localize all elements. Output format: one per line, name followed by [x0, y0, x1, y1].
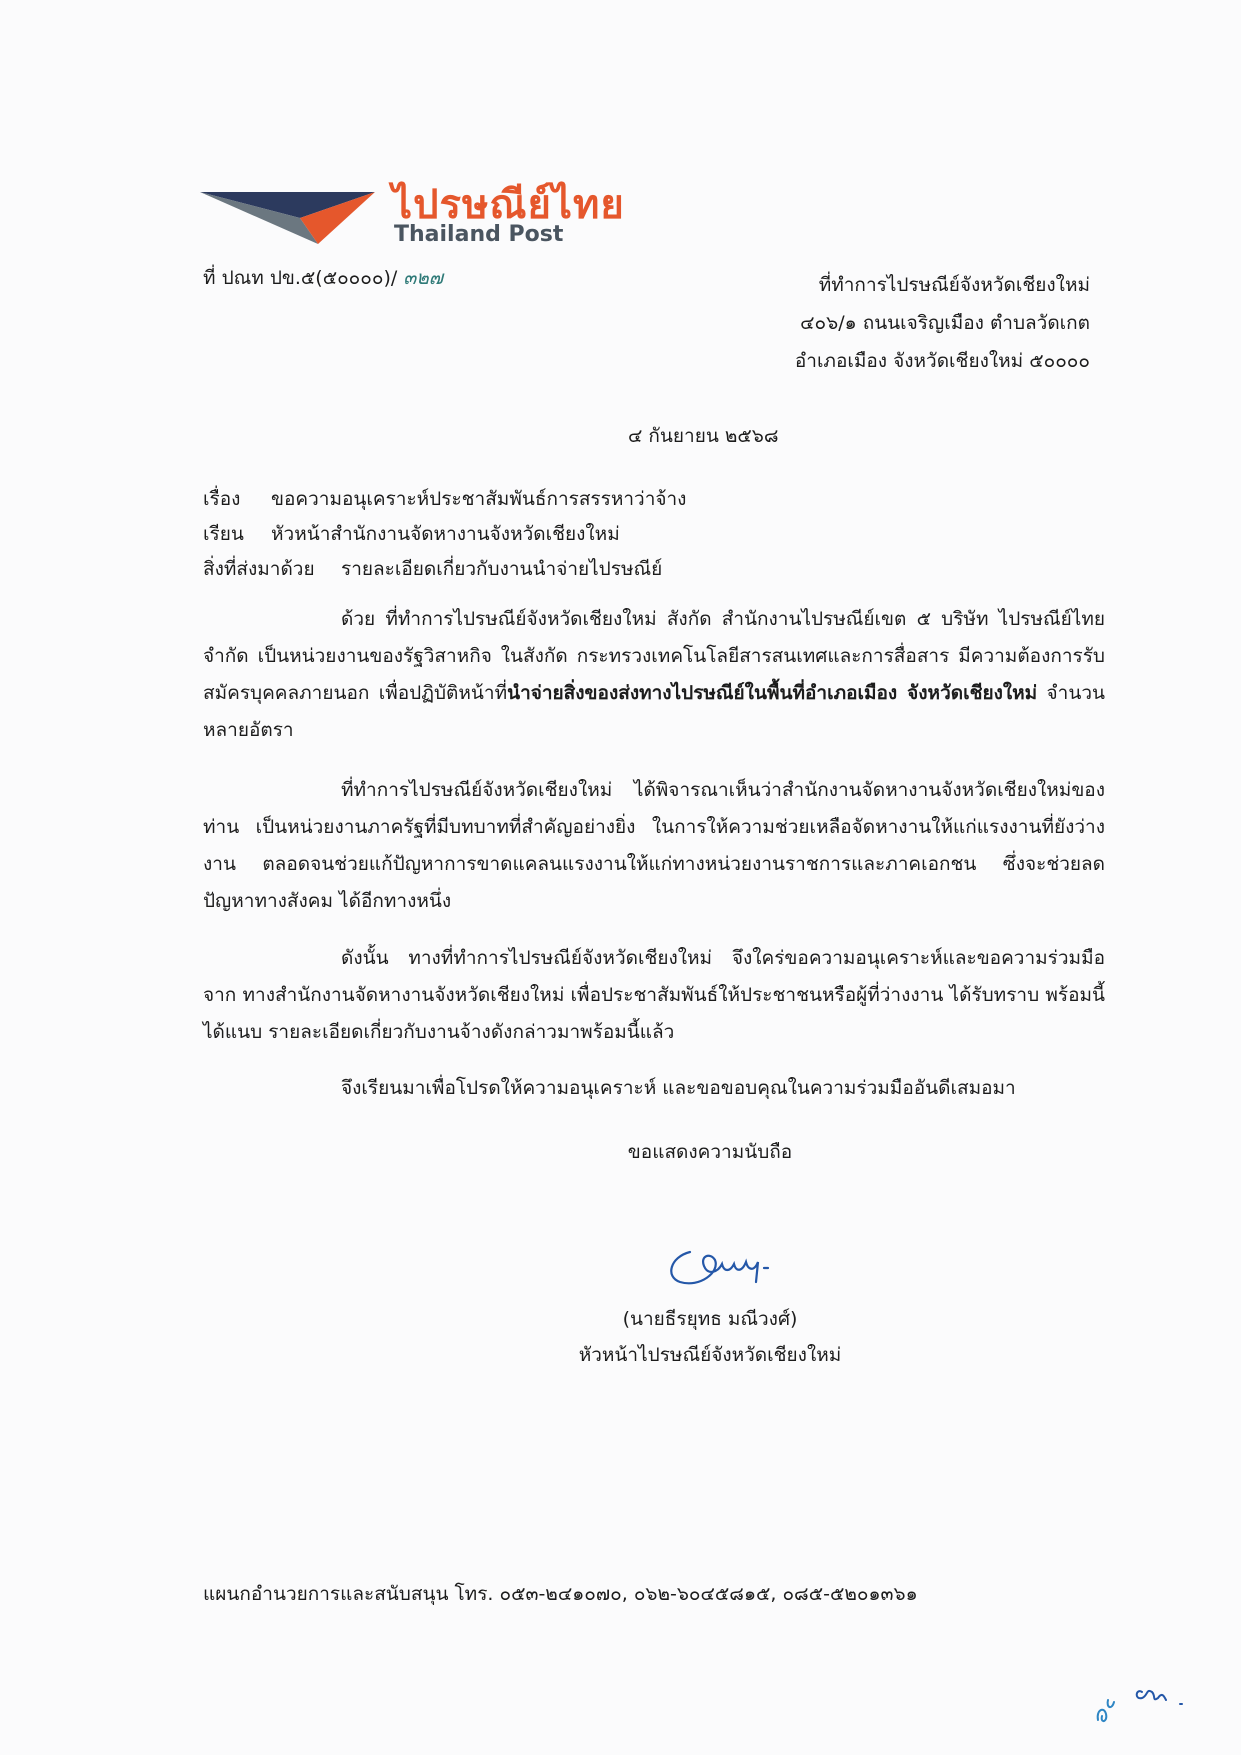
body-paragraph-1 — [203, 601, 1105, 749]
signature — [660, 1232, 800, 1302]
to-text: หัวหน้าสำนักงานจัดหางานจังหวัดเชียงใหม่ — [271, 523, 620, 545]
address-line-1: ที่ทำการไปรษณีย์จังหวัดเชียงใหม่ — [818, 274, 1090, 296]
sender-address — [700, 266, 1090, 380]
signer-name: (นายธีรยุทธ มณีวงศ์) — [622, 1308, 798, 1330]
address-line-2: ๔๐๖/๑ ถนนเจริญเมือง ตำบลวัดเกต — [800, 312, 1090, 334]
to-label: เรียน — [203, 523, 244, 545]
signer-title: หัวหน้าไปรษณีย์จังหวัดเชียงใหม่ — [578, 1344, 842, 1366]
subject-text: ขอความอนุเคราะห์ประชาสัมพันธ์การสรรหาว่าจ้าง — [271, 488, 687, 510]
enclosure-row — [203, 557, 662, 581]
body-paragraph-3: ดังนั้น ทางที่ทำการไปรษณีย์จังหวัดเชียงใหม่ จึงใคร่ขอความอนุเคราะห์และขอความร่วมมือจาก ทางสำนักงานจัดหางานจังหวัดเชียงใหม่ เพื่อประชาสัมพันธ์ให้ประชาชนหรือผู้ที่ว่างงาน ได้รับทราบ พร้อมนี้ได้แนบ รายละเอียดเกี่ยวกับงานจ้างดังกล่าวมาพร้อมนี้แล้ว — [203, 947, 1105, 1043]
subject-label: เรื่อง — [203, 488, 241, 510]
subject-row — [203, 487, 686, 511]
closing-salutation: ขอแสดงความนับถือ — [627, 1141, 793, 1163]
enclosure-text: รายละเอียดเกี่ยวกับงานนำจ่ายไปรษณีย์ — [341, 558, 663, 580]
thailand-post-logo — [200, 180, 625, 250]
body-paragraph-2: ที่ทำการไปรษณีย์จังหวัดเชียงใหม่ ได้พิจารณาเห็นว่าสำนักงานจัดหางานจังหวัดเชียงใหม่ของท่าน เป็นหน่วยงานภาครัฐที่มีบทบาทที่สำคัญอย่างยิ่ง ในการให้ความช่วยเหลือจัดหางานให้แก่แรงงานที่ยังว่างงาน ตลอดจนช่วยแก้ปัญหาการขาดแคลนแรงงานให้แก่ทางหน่วยงานราชการและภาคเอกชน ซึ่งจะช่วยลดปัญหาทางสังคม ได้อีกทางหนึ่ง — [203, 779, 1105, 912]
footer-contact: แผนกอำนวยการและสนับสนุน โทร. ๐๕๓-๒๔๑๐๗๐, ๐๖๒-๖๐๔๕๘๑๕, ๐๘๕-๕๒๐๑๓๖๑ — [203, 1583, 918, 1605]
reference-number — [203, 266, 443, 290]
reference-handwritten: ๓๒๗ — [403, 267, 444, 289]
paragraph-1-bold-text: นำจ่ายสิ่งของส่งทางไปรษณีย์ในพื้นที่อำเภอเมือง จังหวัดเชียงใหม่ — [507, 682, 1038, 704]
reference-prefix: ที่ ปณท ปข.๕(๕๐๐๐๐)/ — [203, 267, 398, 289]
logo-mark-icon — [200, 184, 380, 254]
to-row — [203, 522, 620, 546]
address-line-3: อำเภอเมือง จังหวัดเชียงใหม่ ๕๐๐๐๐ — [794, 350, 1090, 372]
paragraph-1-end-text: จำนวนหลายอัตรา — [203, 682, 1105, 741]
body-paragraph-4: จึงเรียนมาเพื่อโปรดให้ความอนุเคราะห์ และขอขอบคุณในความร่วมมืออันดีเสมอมา — [341, 1077, 1016, 1099]
logo-english-text: Thailand Post — [394, 222, 564, 247]
letter-date: ๔ กันยายน ๒๕๖๘ — [628, 425, 779, 447]
paragraph-1-text: ด้วย ที่ทำการไปรษณีย์จังหวัดเชียงใหม่ สังกัด สำนักงานไปรษณีย์เขต ๕ บริษัท ไปรษณีย์ไทย จำกัด เป็นหน่วยงานของรัฐวิสาหกิจ ในสังกัด กระทรวงเทคโนโลยีสารสนเทศและการสื่อสาร มีความต้องการรับสมัครบุคคลภายนอก เพื่อปฏิบัติหน้าที่ — [203, 608, 1105, 704]
handwritten-initials — [1090, 1670, 1220, 1730]
enclosure-label: สิ่งที่ส่งมาด้วย — [203, 558, 315, 580]
logo-thai-text: ไปรษณีย์ไทย — [392, 182, 625, 228]
